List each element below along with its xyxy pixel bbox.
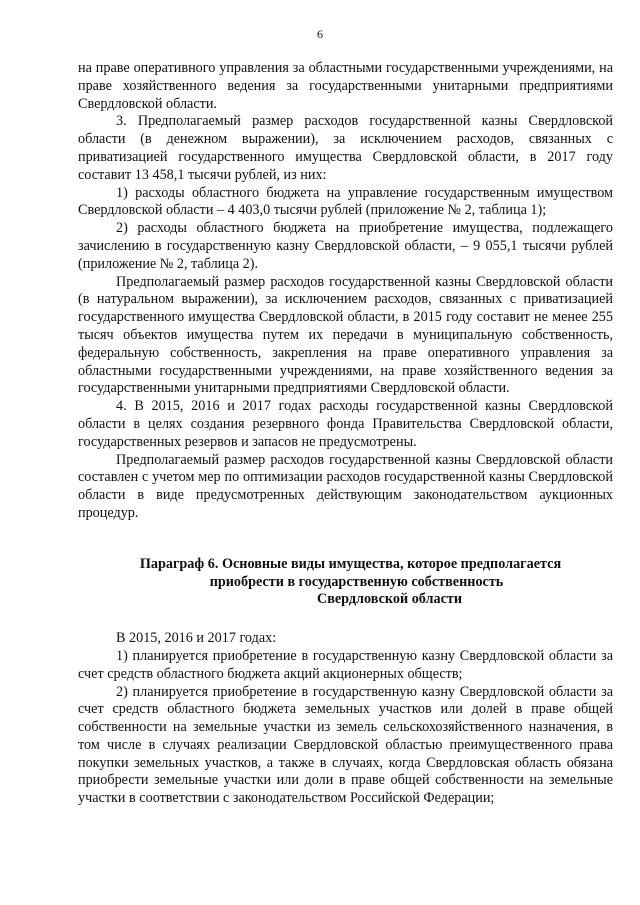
section-heading-line-2: приобрести в государственную собственность: [209, 573, 504, 590]
page-number: 6: [317, 27, 323, 41]
paragraph-subitem-1: 1) расходы областного бюджета на управление государственным имуществом Свердловской области – 4 403,0 тысячи рублей (приложение № 2, таблица 1);: [78, 184, 613, 219]
paragraph-item-3: 3. Предполагаемый размер расходов государственной казны Свердловской области (в денежном выражении), за исключением расходов, связанных с приватизацией государственного имущества Свердловской области, в 2017 году составит 13 458,1 тысячи рублей, из них:: [78, 113, 613, 183]
paragraph-optimization: Предполагаемый размер расходов государственной казны Свердловской области составлен с учетом мер по оптимизации расходов государственной казны Свердловской области в виде предусмотренных действующим законодательством аукционных процедур.: [78, 451, 613, 521]
section-heading-line-1: Параграф 6. Основные виды имущества, которое предполагается: [139, 555, 562, 572]
paragraph-item-4: 4. В 2015, 2016 и 2017 годах расходы государственной казны Свердловской области в целях создания резервного фонда Правительства Свердловской области, государственных резервов и запасов не предусмотрены.: [78, 398, 613, 450]
document-body: [78, 60, 613, 808]
paragraph-plan-item-1: 1) планируется приобретение в государственную казну Свердловской области за счет средств областного бюджета акций акционерных обществ;: [78, 647, 613, 682]
paragraph-subitem-2: 2) расходы областного бюджета на приобретение имущества, подлежащего зачислению в государственную казну Свердловской области, – 9 055,1 тысячи рублей (приложение № 2, таблица 2).: [78, 220, 613, 272]
spacer: [78, 523, 613, 556]
paragraph-natural-expenses: Предполагаемый размер расходов государственной казны Свердловской области (в натуральном выражении), за исключением расходов, связанных с приватизацией государственного имущества Свердловской области, в 2015 году составит не менее 255 тысяч объектов имущества путем их передачи в муниципальную собственность, федеральную собственность, закрепления на праве оперативного управления за областными государственными учреждениями, на праве хозяйственного ведения за государственными унитарными предприятиями Свердловской области.: [78, 273, 613, 397]
section-heading: [78, 556, 613, 609]
paragraph-plan-item-2: 2) планируется приобретение в государственную казну Свердловской области за счет средств областного бюджета земельных участков или долей в праве общей собственности на земельные участки из земель сельскохозяйственного назначения, в том числе в случаях реализации Свердловской областью преимущественного права покупки земельных участков, а также в случаях, когда Свердловская область обязана приобрести земельные участки или доли в праве общей собственности на земельные участки в соответствии с законодательством Российской Федерации;: [78, 683, 613, 807]
paragraph-years-intro: В 2015, 2016 и 2017 годах:: [116, 630, 277, 647]
paragraph-continuation: на праве оперативного управления за областными государственными учреждениями, на праве хозяйственного ведения за государственными унитарными предприятиями Свердловской области.: [78, 60, 613, 112]
spacer: [78, 609, 613, 630]
section-heading-line-3: Свердловской области: [316, 591, 463, 608]
